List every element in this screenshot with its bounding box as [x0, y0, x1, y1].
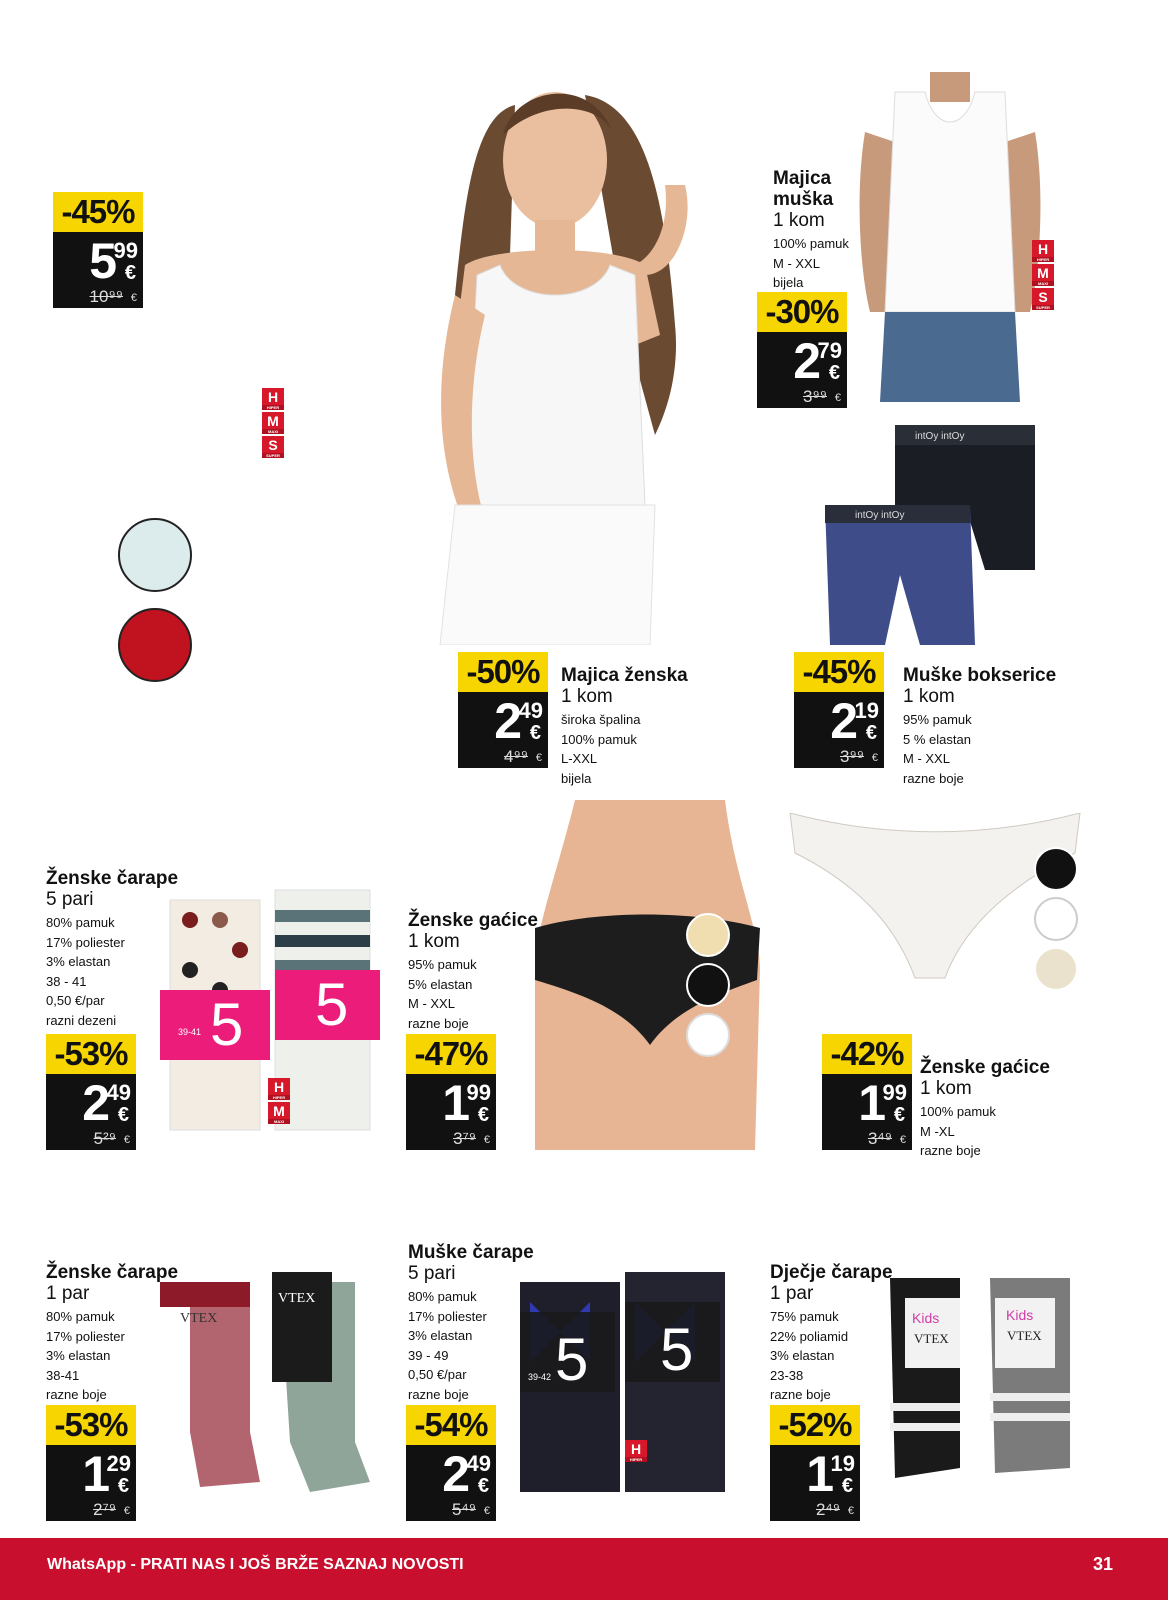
product-detail: široka špalina — [561, 712, 641, 727]
price-tag-carape-djecje — [770, 1405, 860, 1521]
product-detail: 5% elastan — [408, 976, 473, 992]
old-price: 2⁴⁹ — [815, 1500, 840, 1519]
product-carape-zenske-1 — [46, 1262, 178, 1405]
color-swatch-white-2 — [1034, 897, 1078, 941]
old-price: 5²⁹ — [93, 1129, 116, 1148]
product-quantity: 5 pari — [408, 1263, 456, 1284]
product-quantity: 1 par — [770, 1283, 814, 1304]
product-name: Dječje čarape — [770, 1262, 893, 1283]
store-badges-mens-socks — [625, 1440, 647, 1464]
product-quantity: 1 kom — [408, 931, 460, 952]
color-swatch-beige-2 — [1034, 947, 1078, 991]
boxer-shorts-image — [825, 425, 1055, 655]
product-detail: 0,50 €/par — [408, 1367, 467, 1382]
product-detail: razne boje — [408, 1386, 469, 1402]
product-detail: 5 % elastan — [903, 731, 971, 747]
old-price-currency: € — [834, 392, 841, 404]
price-currency: € — [865, 722, 877, 744]
product-detail: M - XXL — [773, 255, 820, 271]
page-number: 31 — [1092, 1554, 1113, 1574]
product-detail: 100% pamuk — [920, 1104, 996, 1119]
product-name: Majica ženska — [561, 665, 688, 686]
price-currency: € — [117, 1104, 129, 1126]
product-detail: 75% pamuk — [770, 1309, 839, 1324]
kids-label-2: Kids — [1006, 1307, 1034, 1323]
price-currency: € — [828, 362, 840, 384]
product-detail: razne boje — [46, 1387, 107, 1402]
price-tag-carape-muske — [406, 1405, 496, 1521]
price-main: 2 — [494, 693, 520, 749]
discount-badge: -47% — [406, 1034, 496, 1074]
product-name: Majica — [773, 168, 832, 189]
color-swatch-white — [686, 1013, 730, 1057]
old-price-currency: € — [535, 752, 542, 764]
product-detail: 38-41 — [46, 1367, 80, 1383]
product-detail: razne boje — [408, 1015, 469, 1031]
price-cents: 19 — [854, 698, 879, 723]
product-detail: razne boje — [903, 770, 964, 786]
product-quantity: 1 kom — [920, 1078, 972, 1099]
color-swatch-light-blue — [118, 518, 192, 592]
old-price: 2⁷⁹ — [93, 1500, 116, 1519]
product-detail: 3% elastan — [408, 1328, 473, 1343]
old-price: 3⁹⁹ — [802, 387, 827, 406]
old-price-currency: € — [847, 1505, 854, 1517]
price-main: 1 — [858, 1075, 884, 1131]
hiper-badge: H HIPER — [268, 1078, 290, 1100]
discount-badge: -42% — [822, 1034, 912, 1074]
product-detail: 80% pamuk — [46, 1309, 115, 1324]
product-carape-muske — [408, 1242, 534, 1404]
product-quantity: 1 kom — [903, 686, 955, 707]
product-detail: 3% elastan — [46, 954, 111, 969]
price-main: 5 — [89, 233, 115, 289]
product-name-line2: muška — [773, 189, 834, 210]
store-badges-socks — [268, 1078, 290, 1126]
discount-badge: -53% — [46, 1405, 136, 1445]
old-price: 4⁹⁹ — [503, 747, 528, 766]
price-cents: 19 — [830, 1451, 855, 1476]
discount-badge: -50% — [458, 652, 548, 692]
product-detail: M -XL — [920, 1123, 955, 1139]
price-cents: 49 — [518, 698, 543, 723]
discount-badge: -30% — [757, 292, 847, 332]
price-main: 2 — [82, 1075, 108, 1131]
price-currency: € — [841, 1475, 853, 1497]
price-cents: 49 — [466, 1451, 491, 1476]
product-carape-zenske-5 — [46, 868, 178, 1030]
hiper-badge: H HIPER — [262, 388, 284, 410]
price-currency: € — [477, 1475, 489, 1497]
product-name: Ženske gaćice — [920, 1057, 1050, 1078]
product-detail: bijela — [561, 770, 592, 786]
product-detail: 3% elastan — [46, 1348, 111, 1363]
sock-pack-number-2: 5 — [315, 971, 349, 1038]
product-detail: M - XXL — [408, 996, 455, 1011]
price-tag-gacice-1 — [406, 1034, 496, 1150]
store-badges-right — [1032, 240, 1054, 312]
product-name: Ženske gaćice — [408, 910, 538, 931]
price-tag-majica-zenska — [458, 652, 548, 768]
color-swatch-red — [118, 608, 192, 682]
old-price-currency: € — [871, 752, 878, 764]
price-tag-carape-zenske-1 — [46, 1405, 136, 1521]
old-price: 3⁹⁹ — [839, 747, 864, 766]
product-detail: 80% pamuk — [46, 915, 115, 930]
discount-badge: -52% — [770, 1405, 860, 1445]
hiper-badge: H HIPER — [1032, 240, 1054, 262]
product-detail: 100% pamuk — [561, 731, 637, 747]
maxi-badge: M MAXI — [262, 412, 284, 434]
store-badges-left — [262, 388, 284, 460]
price-main: 2 — [830, 693, 856, 749]
product-detail: 17% poliester — [46, 1328, 125, 1344]
product-detail: razni dezeni — [46, 1012, 117, 1028]
kids-label-1: Kids — [912, 1310, 940, 1326]
product-detail: 22% poliamid — [770, 1328, 849, 1344]
discount-badge: -45% — [794, 652, 884, 692]
discount-badge: -54% — [406, 1405, 496, 1445]
price-currency: € — [893, 1104, 905, 1126]
product-detail: 80% pamuk — [408, 1289, 477, 1304]
old-price-currency: € — [123, 1505, 130, 1517]
vtex-label-2: VTEX — [180, 1311, 218, 1326]
hiper-badge: H HIPER — [625, 1440, 647, 1462]
product-name: Muške bokserice — [903, 665, 1057, 686]
price-currency: € — [529, 722, 541, 744]
footer-bar — [0, 1538, 1168, 1600]
price-cents: 79 — [817, 338, 842, 363]
womens-socks-1-pair-image — [160, 1262, 385, 1497]
old-price-currency: € — [483, 1134, 490, 1146]
price-cents: 29 — [106, 1451, 131, 1476]
color-swatch-beige — [686, 913, 730, 957]
old-price-currency: € — [899, 1134, 906, 1146]
super-badge: S SUPER — [262, 436, 284, 458]
price-cents: 99 — [466, 1080, 491, 1105]
price-currency: € — [124, 262, 136, 284]
price-tag-gacice-2 — [822, 1034, 912, 1150]
product-detail: 3% elastan — [770, 1348, 835, 1363]
product-detail: 100% pamuk — [773, 236, 849, 251]
product-detail: 17% poliester — [408, 1308, 487, 1324]
sock-pack-number-4: 5 — [660, 1316, 694, 1383]
discount-badge: -45% — [53, 192, 143, 232]
childrens-socks-image — [880, 1268, 1080, 1488]
price-tag-bokserice — [794, 652, 884, 768]
product-detail: 39 - 49 — [408, 1347, 449, 1363]
price-cents: 99 — [882, 1080, 907, 1105]
price-main: 2 — [442, 1446, 468, 1502]
product-quantity: 1 kom — [561, 686, 613, 707]
product-majica-muska — [773, 168, 849, 293]
old-price: 3⁴⁹ — [867, 1129, 892, 1148]
product-detail: L-XXL — [561, 751, 598, 766]
product-quantity: 1 kom — [773, 210, 825, 231]
price-tag-carape-zenske-5 — [46, 1034, 136, 1150]
panties-model-image — [535, 800, 765, 1150]
maxi-badge: M MAXI — [1032, 264, 1054, 286]
old-price-currency: € — [130, 292, 137, 304]
product-gacice-1 — [408, 910, 538, 1033]
product-detail: razne boje — [770, 1387, 831, 1402]
product-detail: 17% poliester — [46, 934, 125, 950]
vtex-label-1: VTEX — [278, 1291, 316, 1306]
product-majica-zenska — [561, 665, 688, 788]
sock-pack-number-1: 5 — [210, 991, 244, 1058]
product-detail: razne boje — [920, 1143, 981, 1158]
old-price-currency: € — [483, 1505, 490, 1517]
price-currency: € — [117, 1475, 129, 1497]
product-detail: 23-38 — [770, 1367, 804, 1383]
svg-text:intOy intOy: intOy intOy — [915, 431, 965, 442]
product-name: Ženske čarape — [46, 868, 179, 889]
old-price: 5⁴⁹ — [451, 1500, 476, 1519]
product-quantity: 5 pari — [46, 889, 94, 910]
sock-size-label-2: 39-42 — [528, 1372, 552, 1382]
old-price: 3⁷⁹ — [453, 1129, 476, 1148]
price-tag-top-left — [53, 192, 143, 308]
product-detail: 95% pamuk — [408, 957, 477, 972]
color-swatch-black — [686, 963, 730, 1007]
svg-text:intOy intOy: intOy intOy — [855, 510, 905, 521]
vtex-label-4: VTEX — [1007, 1328, 1042, 1343]
sock-pack-number-3: 5 — [555, 1326, 589, 1393]
color-swatch-black-2 — [1034, 847, 1078, 891]
price-tag-majica-muska — [757, 292, 847, 408]
discount-badge: -53% — [46, 1034, 136, 1074]
product-bokserice — [903, 665, 1056, 788]
product-detail: 0,50 €/par — [46, 993, 105, 1008]
product-name: Muške čarape — [408, 1242, 534, 1263]
product-name: Ženske čarape — [46, 1262, 179, 1283]
maxi-badge: M MAXI — [268, 1102, 290, 1124]
price-main: 1 — [82, 1446, 108, 1502]
price-main: 1 — [806, 1446, 832, 1502]
product-detail: 95% pamuk — [903, 712, 972, 727]
mens-tank-top-image — [855, 72, 1045, 402]
product-detail: M - XXL — [903, 751, 950, 766]
product-carape-djecje — [770, 1262, 893, 1405]
price-cents: 99 — [113, 238, 138, 263]
price-currency: € — [477, 1104, 489, 1126]
product-gacice-2 — [920, 1057, 1050, 1161]
price-main: 1 — [442, 1075, 468, 1131]
price-main: 2 — [793, 333, 819, 389]
sock-size-label: 39-41 — [178, 1027, 202, 1037]
whatsapp-promo-link[interactable]: WhatsApp - PRATI NAS I JOŠ BRŽE SAZNAJ NOVOSTI — [47, 1556, 464, 1573]
product-quantity: 1 par — [46, 1283, 90, 1304]
product-detail: bijela — [773, 275, 804, 290]
product-detail: 38 - 41 — [46, 973, 87, 989]
super-badge: S SUPER — [1032, 288, 1054, 310]
woman-model-image — [395, 75, 715, 645]
vtex-label-3: VTEX — [914, 1331, 949, 1346]
mens-socks-5-pack-image — [520, 1262, 740, 1502]
old-price: 10⁹⁹ — [89, 287, 123, 306]
old-price-currency: € — [123, 1134, 130, 1146]
price-cents: 49 — [106, 1080, 131, 1105]
